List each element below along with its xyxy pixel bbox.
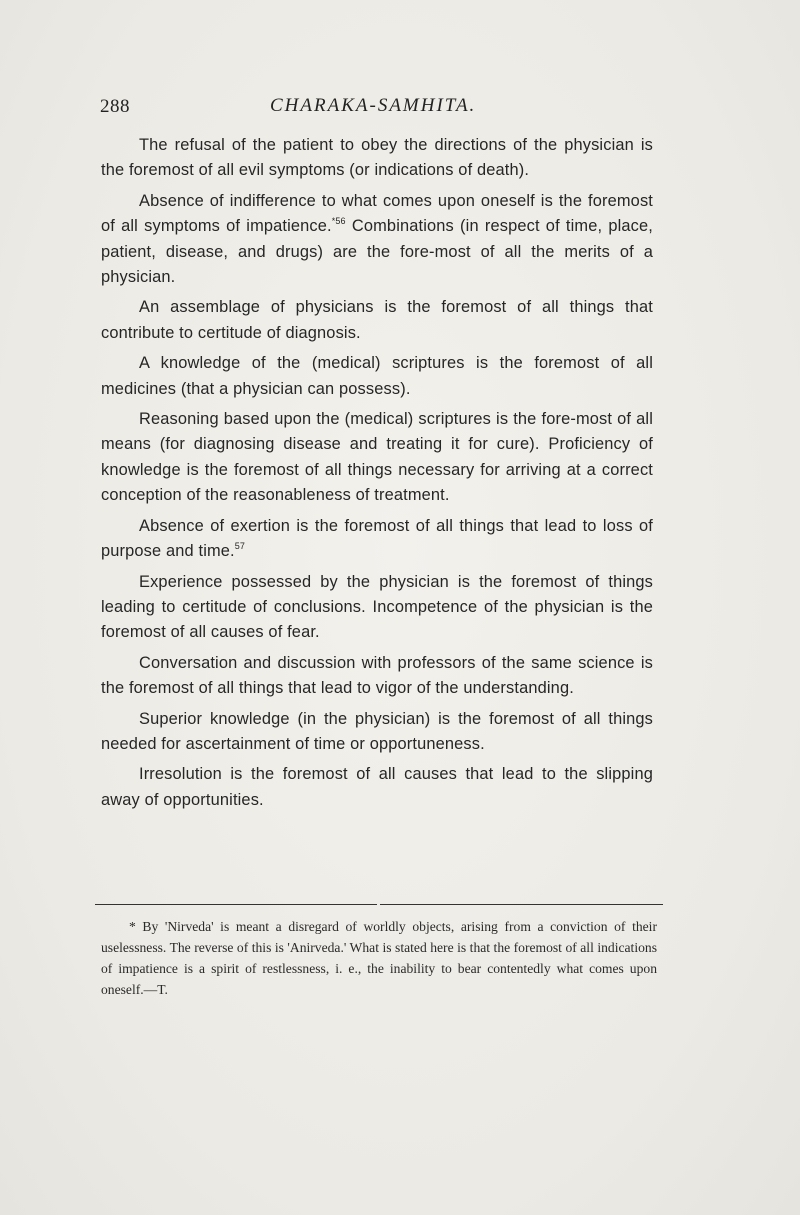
paragraph-text: Absence of indifference to what comes upon oneself is the foremost of all symptoms of impatience.: [101, 191, 653, 236]
paragraph-text: An assemblage of physicians is the foremost of all things that contribute to certitude of diagnosis.: [101, 298, 653, 342]
note-reference: 57: [234, 541, 246, 552]
paragraph-irresolution: [101, 762, 653, 813]
paragraph-experience: [101, 570, 653, 646]
running-title: CHARAKA-SAMHITA.: [270, 95, 477, 116]
paragraph-superior-knowledge: [101, 707, 653, 758]
paragraph-text: The refusal of the patient to obey the directions of the physician is the foremost of all evil symptoms (or indications of death).: [101, 136, 653, 180]
paragraph-text: Reasoning based upon the (medical) scriptures is the fore-most of all means (for diagnosing disease and treating it for cure). Proficiency of knowledge is the foremost of all things necessary for arriving at a correct conception of the reasonableness of treatment.: [101, 410, 653, 505]
paragraph-exertion: [101, 514, 653, 565]
footnote-reference: *56: [331, 216, 346, 227]
paragraph-reasoning: [101, 407, 653, 509]
footnote: * By 'Nirveda' is meant a disregard of worldly objects, arising from a conviction of their uselessness. The reverse of this is 'Anirveda.' What is stated here is that the foremost of all indications of impatience is a spirit of restlessness, i. e., the inability to bear contentedly what comes upon oneself.—T.: [101, 919, 657, 997]
paragraph-text: Experience possessed by the physician is the foremost of things leading to certitude of conclusions. Incompetence of the physician is the foremost of all causes of fear.: [101, 572, 653, 642]
paragraph-refusal: [101, 133, 653, 184]
paragraph-text: Absence of exertion is the foremost of all things that lead to loss of purpose and time.: [101, 516, 653, 561]
main-text: [101, 133, 653, 818]
footnote-divider-right: [380, 904, 663, 905]
paragraph-text: Irresolution is the foremost of all causes that lead to the slipping away of opportunities.: [101, 765, 653, 809]
paragraph-assemblage: [101, 295, 653, 346]
footnote-divider-left: [95, 904, 377, 905]
paragraph-text: Superior knowledge (in the physician) is the foremost of all things needed for ascertainment of time or opportuneness.: [101, 709, 653, 753]
page-header: [100, 96, 655, 124]
paragraph-text-continued: Combinations (in respect of time, place, patient, disease, and drugs) are the fore-most of all the merits of a physician.: [101, 217, 653, 287]
paragraph-text: A knowledge of the (medical) scriptures is the foremost of all medicines (that a physician can possess).: [101, 354, 653, 398]
paragraph-conversation: [101, 651, 653, 702]
paragraph-knowledge: [101, 351, 653, 402]
page-number: 288: [100, 96, 130, 117]
paragraph-text: Conversation and discussion with professors of the same science is the foremost of all things that lead to vigor of the understanding.: [101, 653, 653, 698]
paragraph-indifference: [101, 189, 653, 291]
